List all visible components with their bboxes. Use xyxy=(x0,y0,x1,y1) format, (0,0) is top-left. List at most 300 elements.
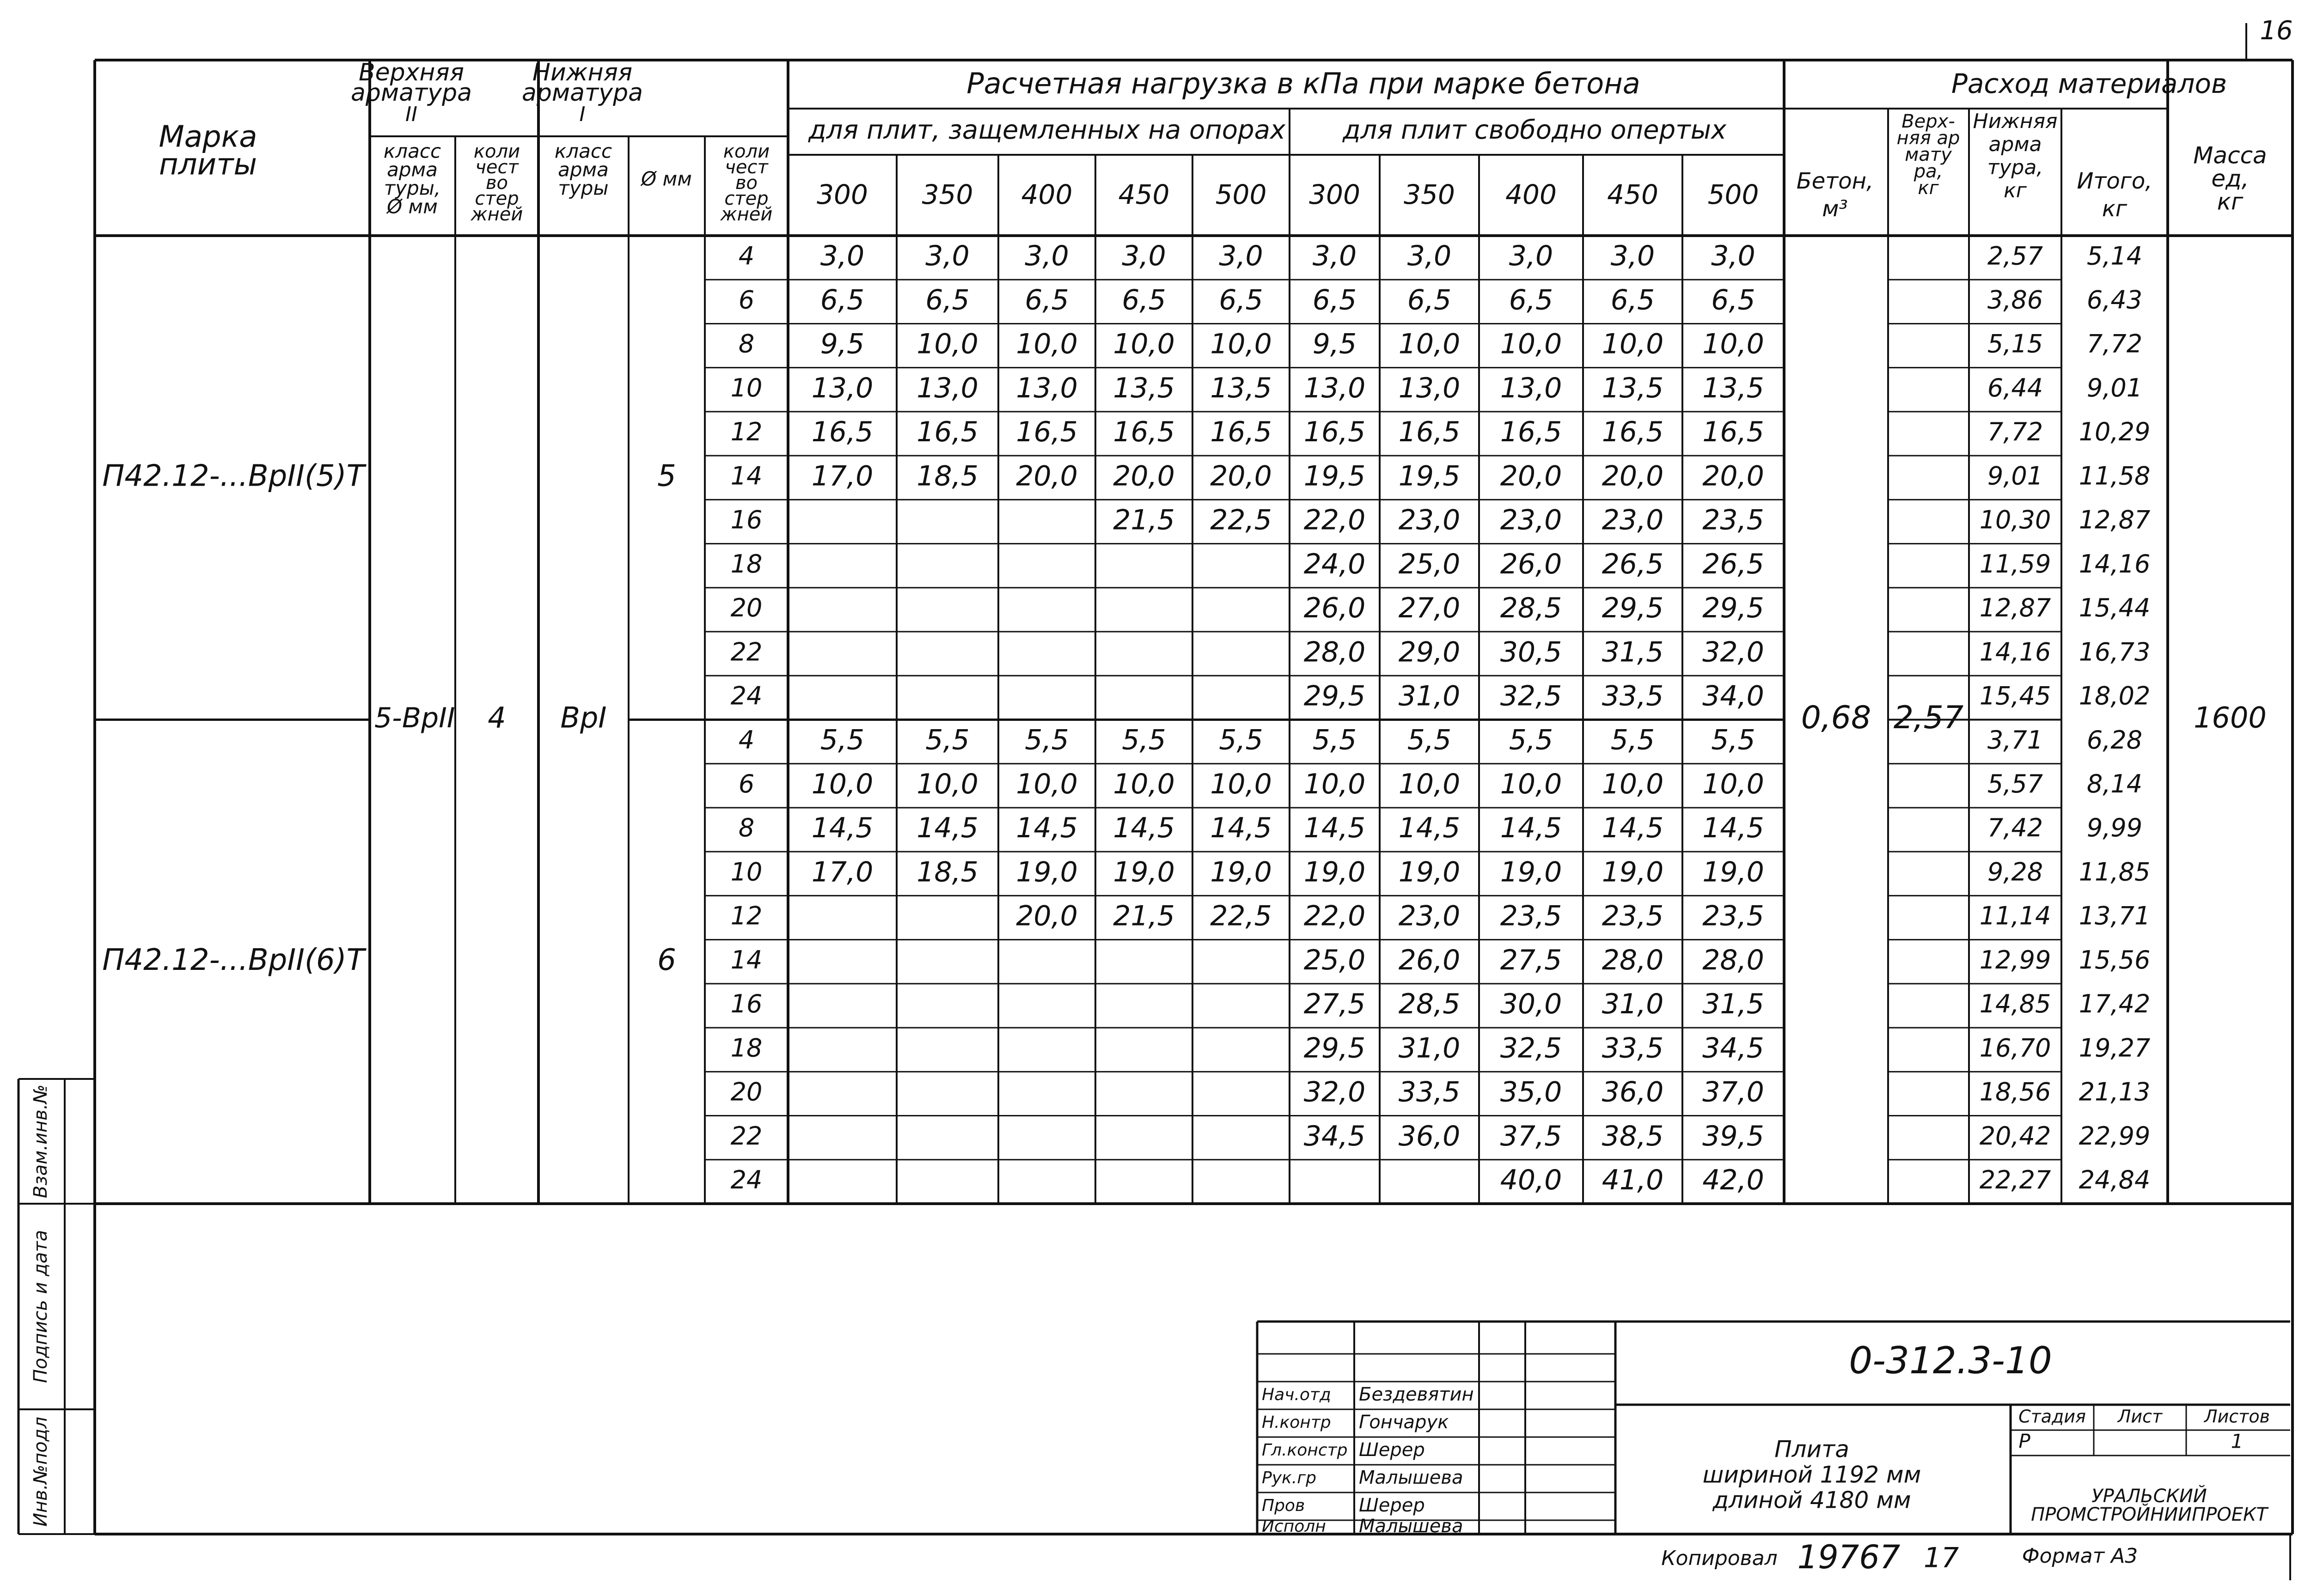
load-value: 33,5 xyxy=(1602,680,1664,713)
load-value: 14,5 xyxy=(1303,812,1366,845)
lower-count-header: стер xyxy=(724,188,769,209)
load-value: 20,0 xyxy=(1113,460,1175,493)
load-value: 5,5 xyxy=(925,724,970,756)
lower-rebar-header: кг xyxy=(2004,179,2027,202)
total-value: 9,99 xyxy=(2086,813,2143,843)
load-value: 6,5 xyxy=(1610,284,1655,317)
upper-rebar-value: 2,57 xyxy=(1893,700,1964,737)
bar-count: 8 xyxy=(738,329,755,359)
load-value: 16,5 xyxy=(1303,416,1366,449)
load-value: 20,0 xyxy=(1016,900,1078,932)
lower-rebar-value: 14,85 xyxy=(1979,989,2051,1019)
bar-count: 14 xyxy=(730,945,763,975)
load-value: 9,5 xyxy=(1312,328,1357,360)
load-value: 6,5 xyxy=(1407,284,1452,317)
upper-class-header: туры, xyxy=(384,177,441,200)
load-value: 6,5 xyxy=(925,284,970,317)
lower-diam-value: 6 xyxy=(657,943,676,977)
load-value: 25,0 xyxy=(1398,548,1461,580)
load-value: 13,5 xyxy=(1702,372,1764,404)
load-value: 16,5 xyxy=(1500,416,1562,449)
upper-class-header: Ø мм xyxy=(387,195,438,218)
load-value: 16,5 xyxy=(1210,416,1272,449)
load-value: 30,0 xyxy=(1500,988,1562,1021)
load-value: 3,0 xyxy=(1610,240,1655,273)
lower-diam-header: Ø мм xyxy=(641,167,692,190)
load-value: 19,0 xyxy=(1398,856,1461,889)
load-value: 22,5 xyxy=(1210,504,1272,536)
load-value: 16,5 xyxy=(811,416,874,449)
stamp-role: Исполн xyxy=(1262,1517,1326,1536)
total-value: 5,14 xyxy=(2086,241,2143,271)
load-value: 17,0 xyxy=(811,460,874,493)
load-value: 29,5 xyxy=(1303,680,1366,713)
load-value: 16,5 xyxy=(1016,416,1078,449)
total-value: 21,13 xyxy=(2079,1077,2151,1107)
upper-count-value: 4 xyxy=(488,701,506,735)
load-value: 28,5 xyxy=(1398,988,1461,1021)
load-value: 19,0 xyxy=(1016,856,1078,889)
mass-header: Масса xyxy=(2193,142,2267,169)
load-value: 19,0 xyxy=(1702,856,1764,889)
bar-count: 12 xyxy=(730,417,763,447)
copy-number: 19767 xyxy=(1797,1538,1901,1577)
bar-count: 24 xyxy=(730,1165,763,1195)
load-value: 6,5 xyxy=(1025,284,1069,317)
load-value: 20,0 xyxy=(1210,460,1272,493)
load-value: 14,5 xyxy=(1602,812,1664,845)
total-value: 18,02 xyxy=(2079,681,2151,711)
load-value: 32,5 xyxy=(1500,1032,1562,1065)
upper-rebar-header: кг xyxy=(1918,177,1939,199)
grade-header: 400 xyxy=(1021,179,1073,211)
lower-class-value: ВрI xyxy=(560,701,607,735)
load-value: 26,5 xyxy=(1602,548,1664,580)
lower-rebar-value: 9,01 xyxy=(1987,461,2043,491)
upper-count-header: коли xyxy=(473,141,520,162)
load-value: 19,0 xyxy=(1602,856,1664,889)
bar-count: 10 xyxy=(730,857,763,887)
lower-rebar-value: 2,57 xyxy=(1987,241,2043,271)
lower-rebar-header: арма xyxy=(1988,133,2042,156)
lower-rebar-header: тура, xyxy=(1987,156,2043,179)
total-value: 15,44 xyxy=(2079,593,2151,623)
load-value: 24,0 xyxy=(1303,548,1366,580)
load-value: 19,0 xyxy=(1113,856,1175,889)
total-value: 19,27 xyxy=(2079,1033,2151,1063)
load-value: 10,0 xyxy=(1602,768,1664,800)
bar-count: 12 xyxy=(730,901,763,931)
load-value: 31,0 xyxy=(1398,1032,1461,1065)
load-value: 6,5 xyxy=(1509,284,1553,317)
load-value: 13,0 xyxy=(1016,372,1078,404)
load-value: 13,0 xyxy=(917,372,978,404)
load-value: 3,0 xyxy=(1025,240,1069,273)
grade-header: 400 xyxy=(1505,179,1557,211)
load-value: 10,0 xyxy=(917,768,978,800)
load-value: 28,0 xyxy=(1602,944,1664,976)
load-value: 10,0 xyxy=(1210,768,1272,800)
load-value: 6,5 xyxy=(1711,284,1755,317)
bar-count: 10 xyxy=(730,373,763,402)
organization: УРАЛЬСКИЙ xyxy=(2091,1486,2207,1507)
load-value: 37,5 xyxy=(1500,1120,1562,1152)
load-value: 10,0 xyxy=(1702,328,1764,360)
free-header: для плит свободно опертых xyxy=(1342,115,1727,146)
bar-count: 24 xyxy=(730,681,763,711)
load-value: 22,0 xyxy=(1303,900,1366,932)
total-value: 14,16 xyxy=(2079,549,2151,579)
lower-rebar-value: 5,57 xyxy=(1987,769,2043,798)
side-label-replace: Взам.инв.№ xyxy=(30,1084,51,1199)
lower-rebar-value: 6,44 xyxy=(1987,373,2043,402)
bar-count: 18 xyxy=(730,1033,763,1063)
format-label: Формат А3 xyxy=(2022,1544,2138,1568)
load-value: 13,0 xyxy=(811,372,874,404)
load-value: 16,5 xyxy=(1602,416,1664,449)
upper-header: арматура xyxy=(351,79,472,107)
load-value: 14,5 xyxy=(1398,812,1461,845)
bar-count: 22 xyxy=(730,637,763,667)
load-value: 28,0 xyxy=(1303,636,1366,669)
load-value: 3,0 xyxy=(1407,240,1452,273)
lower-rebar-value: 18,56 xyxy=(1979,1077,2051,1107)
lower-class-header: класс xyxy=(554,140,612,163)
load-value: 5,5 xyxy=(1025,724,1069,756)
load-value: 23,5 xyxy=(1702,900,1764,932)
load-value: 19,0 xyxy=(1210,856,1272,889)
load-value: 6,5 xyxy=(1122,284,1166,317)
load-header: Расчетная нагрузка в кПа при марке бетона xyxy=(966,67,1640,101)
sheet-number: 16 xyxy=(2260,16,2293,46)
upper-count-header: чест xyxy=(475,157,519,178)
lower-rebar-value: 10,30 xyxy=(1979,505,2051,535)
load-value: 10,0 xyxy=(811,768,874,800)
load-value: 31,0 xyxy=(1602,988,1664,1021)
load-value: 23,5 xyxy=(1500,900,1562,932)
total-value: 6,43 xyxy=(2086,285,2143,315)
lower-rebar-value: 16,70 xyxy=(1979,1033,2051,1063)
load-value: 5,5 xyxy=(1509,724,1553,756)
load-value: 17,0 xyxy=(811,856,874,889)
load-value: 10,0 xyxy=(1702,768,1764,800)
stamp-role: Рук.гр xyxy=(1262,1468,1316,1487)
total-value: 11,85 xyxy=(2079,857,2151,887)
sheets-label: Листов xyxy=(2204,1406,2270,1427)
stage-label: Стадия xyxy=(2018,1406,2086,1427)
bar-count: 14 xyxy=(730,461,763,491)
load-value: 10,0 xyxy=(1398,768,1461,800)
load-value: 38,5 xyxy=(1602,1120,1664,1152)
load-value: 26,0 xyxy=(1500,548,1562,580)
load-value: 34,0 xyxy=(1702,680,1764,713)
plate-mark: П42.12-...ВрII(5)Т xyxy=(102,459,365,493)
sheets-value: 1 xyxy=(2231,1430,2244,1453)
lower-rebar-value: 9,28 xyxy=(1987,857,2043,887)
bar-count: 8 xyxy=(738,813,755,843)
load-value: 10,0 xyxy=(1398,328,1461,360)
load-value: 5,5 xyxy=(1711,724,1755,756)
stage-value: Р xyxy=(2018,1430,2030,1453)
load-value: 16,5 xyxy=(1113,416,1175,449)
upper-rebar-header: мату xyxy=(1905,144,1952,165)
grade-header: 450 xyxy=(1607,179,1658,211)
stamp-role: Гл.констр xyxy=(1262,1441,1348,1460)
load-value: 29,5 xyxy=(1602,592,1664,625)
marka-header: плиты xyxy=(159,147,257,182)
lower-rebar-value: 11,14 xyxy=(1979,901,2051,931)
load-value: 13,5 xyxy=(1113,372,1175,404)
load-value: 13,0 xyxy=(1500,372,1562,404)
load-value: 41,0 xyxy=(1602,1163,1664,1196)
total-value: 7,72 xyxy=(2086,329,2143,359)
load-value: 14,5 xyxy=(1500,812,1562,845)
load-value: 21,5 xyxy=(1113,900,1175,932)
load-value: 3,0 xyxy=(1711,240,1755,273)
load-value: 33,5 xyxy=(1398,1076,1461,1109)
stamp-title: Плита xyxy=(1774,1436,1849,1463)
total-header: кг xyxy=(2102,196,2128,222)
bar-count: 22 xyxy=(730,1121,763,1151)
lower-rebar-value: 7,72 xyxy=(1987,417,2043,447)
bar-count: 20 xyxy=(730,1077,763,1107)
doc-code: 0-312.3-10 xyxy=(1849,1339,2052,1382)
side-label-signature: Подпись и дата xyxy=(30,1230,51,1383)
load-value: 26,0 xyxy=(1398,944,1461,976)
mass-header: кг xyxy=(2217,188,2244,215)
lower-rebar-value: 12,87 xyxy=(1979,593,2051,623)
lower-count-header: коли xyxy=(723,141,770,162)
lower-header: Нижняя xyxy=(532,59,633,86)
stamp-name: Шерер xyxy=(1359,1439,1425,1461)
mass-header: ед, xyxy=(2211,165,2249,192)
load-value: 6,5 xyxy=(1219,284,1263,317)
load-value: 23,5 xyxy=(1702,504,1764,536)
load-value: 23,0 xyxy=(1602,504,1664,536)
stamp-title: шириной 1192 мм xyxy=(1702,1461,1921,1488)
copy-sheet: 17 xyxy=(1923,1541,1959,1574)
load-value: 10,0 xyxy=(1210,328,1272,360)
concrete-header: Бетон, xyxy=(1796,168,1874,194)
load-value: 31,5 xyxy=(1702,988,1764,1021)
load-value: 5,5 xyxy=(1610,724,1655,756)
sheet-label: Лист xyxy=(2117,1406,2163,1427)
upper-class-value: 5-ВрII xyxy=(374,702,455,735)
load-value: 27,5 xyxy=(1303,988,1366,1021)
load-value: 27,5 xyxy=(1500,944,1562,976)
load-value: 26,5 xyxy=(1702,548,1764,580)
marka-header: Марка xyxy=(159,120,257,154)
lower-roman: I xyxy=(579,103,586,126)
load-value: 23,0 xyxy=(1398,900,1461,932)
load-value: 16,5 xyxy=(1702,416,1764,449)
load-value: 26,0 xyxy=(1303,592,1366,625)
load-value: 32,0 xyxy=(1702,636,1764,669)
total-value: 11,58 xyxy=(2079,461,2151,491)
load-value: 35,0 xyxy=(1500,1076,1562,1109)
load-value: 30,5 xyxy=(1500,636,1562,669)
load-value: 10,0 xyxy=(1602,328,1664,360)
total-value: 8,14 xyxy=(2086,769,2143,798)
load-value: 13,0 xyxy=(1303,372,1366,404)
lower-rebar-value: 14,16 xyxy=(1979,637,2051,667)
lower-rebar-value: 3,86 xyxy=(1987,285,2043,315)
materials-header: Расход материалов xyxy=(1951,68,2227,100)
stamp-name: Шерер xyxy=(1359,1495,1425,1516)
load-value: 20,0 xyxy=(1602,460,1664,493)
load-value: 9,5 xyxy=(820,328,865,360)
load-value: 23,0 xyxy=(1500,504,1562,536)
load-value: 14,5 xyxy=(1210,812,1272,845)
stamp-role: Н.контр xyxy=(1262,1413,1331,1432)
load-value: 5,5 xyxy=(1312,724,1357,756)
upper-roman: II xyxy=(405,103,417,126)
grade-header: 350 xyxy=(922,179,973,211)
upper-rebar-header: няя ар xyxy=(1896,128,1960,149)
lower-count-header: во xyxy=(735,172,758,194)
upper-count-header: жней xyxy=(471,204,523,225)
upper-rebar-header: ра, xyxy=(1914,161,1943,182)
stamp-role: Пров xyxy=(1262,1496,1305,1515)
load-value: 29,5 xyxy=(1303,1032,1366,1065)
load-value: 36,0 xyxy=(1602,1076,1664,1109)
load-value: 19,5 xyxy=(1398,460,1461,493)
grade-header: 300 xyxy=(817,179,868,211)
stamp-name: Бездевятин xyxy=(1359,1384,1474,1405)
total-value: 15,56 xyxy=(2079,945,2151,975)
upper-rebar-header: Верх- xyxy=(1901,111,1955,132)
load-value: 27,0 xyxy=(1398,592,1461,625)
bar-count: 6 xyxy=(738,285,755,315)
total-value: 16,73 xyxy=(2079,637,2151,667)
lower-class-header: туры xyxy=(558,177,609,200)
grade-header: 450 xyxy=(1118,179,1170,211)
lower-diam-value: 5 xyxy=(657,459,676,493)
load-value: 5,5 xyxy=(1407,724,1452,756)
lower-count-header: жней xyxy=(720,204,773,225)
load-value: 3,0 xyxy=(925,240,970,273)
fixed-header: для плит, защемленных на опорах xyxy=(808,115,1286,146)
concrete-value: 0,68 xyxy=(1801,700,1871,737)
total-value: 10,29 xyxy=(2079,417,2151,447)
load-value: 16,5 xyxy=(917,416,978,449)
load-value: 5,5 xyxy=(1122,724,1166,756)
load-value: 20,0 xyxy=(1702,460,1764,493)
load-value: 14,5 xyxy=(917,812,978,845)
bar-count: 6 xyxy=(738,769,755,798)
load-value: 36,0 xyxy=(1398,1120,1461,1152)
stamp-role: Нач.отд xyxy=(1262,1385,1331,1404)
load-value: 28,0 xyxy=(1702,944,1764,976)
load-value: 14,5 xyxy=(811,812,874,845)
load-value: 5,5 xyxy=(820,724,865,756)
load-value: 10,0 xyxy=(1016,328,1078,360)
lower-rebar-value: 11,59 xyxy=(1979,549,2051,579)
load-value: 39,5 xyxy=(1702,1120,1764,1152)
total-header: Итого, xyxy=(2077,168,2152,194)
plate-mark: П42.12-...ВрII(6)Т xyxy=(102,943,365,977)
load-value: 3,0 xyxy=(820,240,865,273)
lower-header: арматура xyxy=(522,79,643,107)
load-value: 10,0 xyxy=(1500,328,1562,360)
bar-count: 4 xyxy=(738,241,755,271)
upper-count-header: стер xyxy=(475,188,519,209)
load-value: 19,5 xyxy=(1303,460,1366,493)
total-value: 17,42 xyxy=(2079,989,2151,1019)
stamp-name: Малышева xyxy=(1359,1467,1463,1488)
upper-class-header: класс xyxy=(383,140,441,163)
mass-value: 1600 xyxy=(2194,701,2267,735)
bar-count: 16 xyxy=(730,505,763,535)
load-value: 18,5 xyxy=(917,460,978,493)
load-value: 34,5 xyxy=(1303,1120,1366,1152)
lower-rebar-value: 5,15 xyxy=(1987,329,2043,359)
load-value: 13,5 xyxy=(1602,372,1664,404)
stamp-name: Малышева xyxy=(1359,1516,1463,1537)
grade-header: 500 xyxy=(1707,179,1759,211)
lower-rebar-value: 22,27 xyxy=(1979,1165,2051,1195)
organization: ПРОМСТРОЙНИИПРОЕКТ xyxy=(2031,1504,2268,1525)
bar-count: 4 xyxy=(738,725,755,755)
bar-count: 20 xyxy=(730,593,763,623)
load-value: 32,5 xyxy=(1500,680,1562,713)
load-value: 18,5 xyxy=(917,856,978,889)
load-value: 14,5 xyxy=(1016,812,1078,845)
total-value: 9,01 xyxy=(2086,373,2143,402)
load-value: 13,5 xyxy=(1210,372,1272,404)
total-value: 24,84 xyxy=(2079,1165,2151,1195)
load-value: 19,0 xyxy=(1303,856,1366,889)
load-value: 10,0 xyxy=(1016,768,1078,800)
load-value: 20,0 xyxy=(1016,460,1078,493)
load-value: 6,5 xyxy=(820,284,865,317)
load-value: 28,5 xyxy=(1500,592,1562,625)
load-value: 42,0 xyxy=(1702,1163,1764,1196)
lower-rebar-value: 20,42 xyxy=(1979,1121,2051,1151)
load-value: 31,5 xyxy=(1602,636,1664,669)
load-value: 22,0 xyxy=(1303,504,1366,536)
lower-rebar-value: 3,71 xyxy=(1987,725,2043,755)
lower-rebar-value: 12,99 xyxy=(1979,945,2051,975)
upper-header: Верхняя xyxy=(358,59,465,86)
total-value: 6,28 xyxy=(2086,725,2143,755)
load-value: 14,5 xyxy=(1113,812,1175,845)
load-value: 19,0 xyxy=(1500,856,1562,889)
load-value: 29,0 xyxy=(1398,636,1461,669)
load-value: 3,0 xyxy=(1122,240,1166,273)
load-value: 32,0 xyxy=(1303,1076,1366,1109)
bar-count: 18 xyxy=(730,549,763,579)
copied-label: Копировал xyxy=(1661,1547,1778,1570)
lower-count-header: чест xyxy=(725,157,768,178)
load-value: 31,0 xyxy=(1398,680,1461,713)
upper-count-header: во xyxy=(485,172,508,194)
load-value: 37,0 xyxy=(1702,1076,1764,1109)
lower-rebar-value: 15,45 xyxy=(1979,681,2051,711)
load-value: 23,0 xyxy=(1398,504,1461,536)
load-value: 23,5 xyxy=(1602,900,1664,932)
load-value: 10,0 xyxy=(1113,768,1175,800)
stamp-name: Гончарук xyxy=(1359,1412,1449,1433)
load-value: 3,0 xyxy=(1312,240,1357,273)
load-value: 14,5 xyxy=(1702,812,1764,845)
load-value: 33,5 xyxy=(1602,1032,1664,1065)
load-value: 6,5 xyxy=(1312,284,1357,317)
load-value: 10,0 xyxy=(917,328,978,360)
load-value: 10,0 xyxy=(1113,328,1175,360)
side-label-inventory: Инв.№подл xyxy=(30,1417,51,1527)
load-value: 13,0 xyxy=(1398,372,1461,404)
